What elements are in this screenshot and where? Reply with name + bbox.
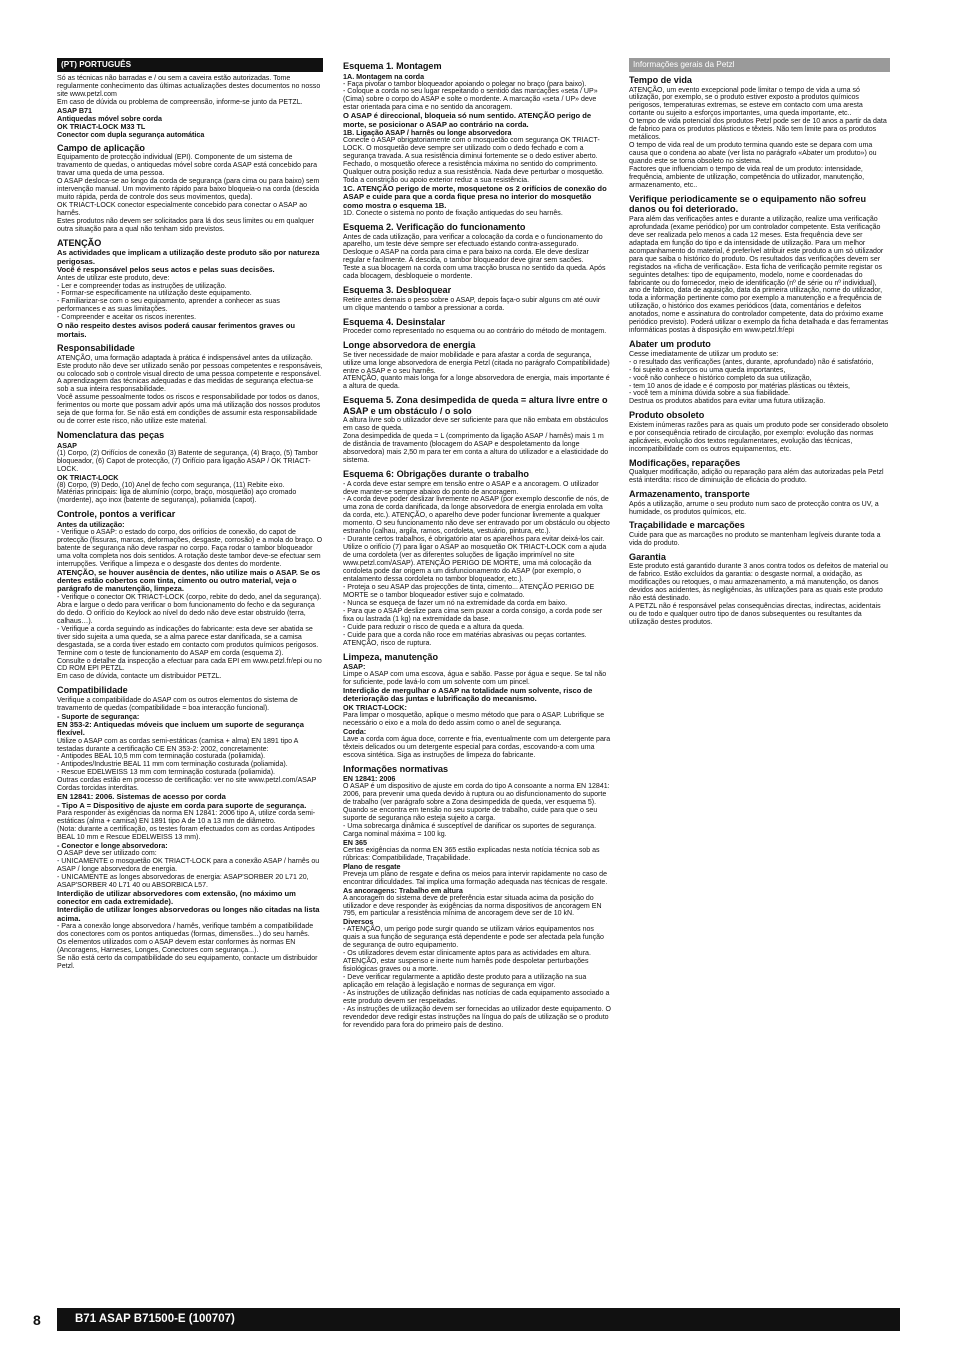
section-heading: Produto obsoleto [629, 410, 705, 421]
paragraph: Matérias principais: liga de alumínio (corpo, braço, mosquetão) aço cromado (mordente), aço inox (batente de segurança), poliamida (capot). [57, 489, 297, 505]
paragraph: Destrua os produtos abatidos para evitar uma futura utilização. [629, 398, 826, 406]
subheading: OK TRIACT-LOCK [57, 472, 119, 482]
section-heading: Verifique periodicamente se o equipamento não sofreu danos ou foi deteriorado. [629, 193, 866, 215]
section-heading: Armazenamento, transporte [629, 489, 750, 500]
paragraph: A PETZL não é responsável pelas consequências directas, indirectas, acidentais ou de todo e qualquer outro tipo de danos subsequentes ou resultantes da utilização destes produtos. [629, 603, 881, 627]
paragraph: - UNICAMENTE o mosquetão OK TRIACT-LOCK para a conexão ASAP / harnês ou ASAP / longe absorvedora de energia. [57, 857, 320, 873]
section [57, 430, 323, 505]
section [629, 458, 890, 485]
section [343, 61, 611, 218]
paragraph: (8) Corpo, (9) Dedo, (10) Anel de fecho com segurança, (11) Rebite eixo. [57, 481, 285, 489]
paragraph: Em caso de dúvida ou problema de compreensão, informe-se junto da PETZL. [57, 98, 303, 106]
subheading: EN 12841: 2006 [343, 774, 396, 784]
section-heading: Modificações, reparações [629, 457, 741, 468]
section-heading: Longe absorvedora de energia [343, 340, 476, 351]
paragraph: Quando se encontra em tensão no seu suporte de trabalho, cuide para que o seu suporte de segurança não esteja sujeito a carga. [343, 806, 598, 822]
paragraph: OK TRIACT-LOCK conector especialmente concebido para conectar o ASAP ao harnês. [57, 202, 308, 217]
paragraph: Cuide para que as marcações no produto se mantenham legíveis durante toda a vida do produto. [629, 531, 881, 547]
paragraph: - Verifique o ASAP: o estado do corpo, dos orifícios de conexão, do capot de protecção (fissuras, marcas, deformações, desgaste, corrosão) e a mola do braço. O batente de segurança não deve raspar no corpo. Faça rodar o tambor bloqueador uma volta completa nos dois sentidos. A rotação deste tambor deve-se efectuar sem interrupções. Verifique a limpeza e o desgaste dos dentes do mordente. [57, 528, 323, 568]
paragraph: Outras cordas estão em processo de certificação: ver no site www.petzl.com/ASAP Cordas torcidas interditas. [57, 777, 317, 793]
warning-text: As actividades que implicam a utilização deste produto são por natureza perigosas. [57, 248, 320, 266]
section-heading: Garantia [629, 551, 666, 562]
paragraph: - Verifique a corda seguindo as indicações do fabricante: esta deve ser abatida se tiver sido sujeita a uma queda, se a alma parece estar danificada, se a camisa desgastada, se a corda tiver estado em contacto com produtos químicos perigosos. [57, 625, 319, 649]
paragraph: - Coloque a corda no seu lugar respeitando o sentido das marcações «seta / UP» (Cima) sobre o corpo do ASAP e solte o mordente. A marcação «seta / UP» deve estar orientada para cima e no sentido da ancoragem. [343, 88, 598, 112]
subheading: Corda: [343, 726, 367, 736]
paragraph: O ASAP é um dispositivo de ajuste em corda do tipo A consoante a norma EN 12841: 2006, para prevenir uma queda devido à ruptura ou ao disfuncionamento do suporte de trabalho (ver parágrafo sobre a Zona desimpedida de queda, ver esquema 5). [343, 783, 610, 806]
paragraph: Os elementos utilizados com o ASAP devem estar conformes às normas EN (Ancoragens, Harneses, Longes, Conectores com segurança...). [57, 939, 296, 955]
section [629, 194, 890, 335]
paragraph: Conecte o ASAP obrigatoriamente com o mosquetão com segurança OK TRIACT-LOCK. O mosquetão deve sempre ser utilizado com o dedo fechado e com a segurança travada. A sua resistência diminui fortemente se o dedo estiver aberto. Fechado, o mosquetão oferece a resistência máxima no sentido do comprimento. Qualquer outra posição reduz a sua resistência. Nada deve perturbar o mosquetão. Toda a constrição ou apoio exterior reduz a sua resistência. [343, 137, 604, 184]
subheading: EN 365 [343, 837, 367, 847]
subheading: - Suporte de segurança: [57, 711, 140, 721]
warning-text: ATENÇÃO, se houver ausência de dentes, não utilize mais o ASAP. Se os dentes estão cobertos com tinta, cimento ou outro material, veja o parágrafo de manutenção, limpeza. [57, 567, 321, 594]
paragraph: Cesse imediatamente de utilizar um produto se: [629, 350, 779, 358]
section-heading: Esquema 5. Zona desimpedida de queda = altura livre entre o ASAP e um obstáculo / o solo [343, 395, 608, 416]
paragraph: - você não conhece o histórico completo da sua utilização, [629, 374, 812, 382]
warning-text: O ASAP é direccional, bloqueia só num sentido. ATENÇÃO perigo de morte, se posicionar o ASAP ao contrário na corda. [343, 111, 592, 129]
paragraph: - tem 10 anos de idade e é composto por matérias plásticas ou têxteis, [629, 382, 850, 390]
subheading: OK TRIACT-LOCK M33 TL [57, 121, 146, 131]
section [57, 685, 323, 971]
paragraph: Para responder às exigências da norma EN 12841: 2006 tipo A, utilize corda semi-estáticas (alma + camisa) EN 1891 tipo A de 10 a 13 mm de diâmetro. [57, 810, 316, 826]
section-heading: Informações normativas [343, 763, 449, 774]
section-heading: Nomenclatura das peças [57, 430, 165, 441]
paragraph: O tempo de vida real de um produto termina quando este se depara com uma causa que o condena ao abate (ver lista no parágrafo «Abater um produto») ou quando este se torna obsoleto no sistema. [629, 142, 877, 166]
paragraph: Só as técnicas não barradas e / ou sem a caveira estão autorizadas. Tome regularmente conhecimento das últimas actualizações destes documentos no nosso site www.petzl.com [57, 75, 321, 98]
paragraph: A ancoragem do sistema deve de preferência estar situada acima da posição do utilizador e deve responder às exigências da norma dispositivos de ancoragem EN 795, em particular a resistência mínima de ancoragem deve ser de 10 kN. [343, 894, 602, 918]
paragraph: Você assume pessoalmente todos os riscos e responsabilidade por todos os danos, ferimentos ou morte que possam advir após uma má utilização dos nossos produtos seja de que forma for. Se não está em condições de assumir esta responsabilidade ou de correr este risco, não utilize este material. [57, 394, 321, 426]
paragraph: - você tem a mínima dúvida sobre a sua fiabilidade. [629, 390, 790, 398]
paragraph: - Deve verificar regularmente a aptidão deste produto para a utilização na sua aplicação em relação à legislação e normas de segurança em vigor. [343, 974, 587, 990]
paragraph: - Cuide para reduzir o risco de queda e a altura da queda. [343, 623, 524, 631]
paragraph: O ASAP desloca-se ao longo da corda de segurança (para cima ou para baixo) sem intervenção manual. Um movimento rápido para baixo bloqueia-o na corda (descida muito rápida, perda de controle dos seus movimentos, queda). [57, 178, 320, 202]
section [343, 764, 611, 1030]
paragraph: - As instruções de utilização definidas nas notícias de cada equipamento associado a este produto devem ser respeitadas. [343, 990, 610, 1005]
paragraph: Retire antes demais o peso sobre o ASAP, depois faça-o subir alguns cm até ouvir um clique mantendo o tambor a pressionar a corda. [343, 296, 601, 312]
section-heading: Campo de aplicação [57, 142, 145, 153]
subheading: Diversos [343, 917, 374, 927]
section-heading: Esquema 1. Montagem [343, 61, 442, 71]
section [343, 395, 611, 465]
section-heading: ATENÇÃO [57, 237, 102, 248]
column-left [57, 58, 323, 1293]
paragraph: - Durante certos trabalhos, é obrigatório atar os aparelhos para evitar deixá-los cair. Utilize o orifício (7) para ligar o ASAP ao mosquetão OK TRIACT-LOCK com a ajuda de uma cordoleta (ver as diferentes soluções de ligação imprimível no site www.petzl.com/ASAP). ATENÇÃO PERIGO DE MORTE, uma má colocação da cordoleta pode dar origem a um disfuncionamento do ASAP (por exemplo, o entalamento dessa cordoleta no tambor bloqueador, etc.). [343, 536, 607, 584]
paragraph: Teste a sua blocagem na corda com uma tracção brusca no sentido da queda. Após cada blocagem, desbloqueie o mordente. [343, 265, 606, 281]
paragraph: A aprendizagem das técnicas adequadas e das medidas de segurança efectua-se sob a sua inteira responsabilidade. [57, 378, 314, 394]
warning-text: - Tipo A = Dispositivo de ajuste em corda para suporte de segurança. [57, 800, 307, 810]
paragraph: - Ler e compreender todas as instruções de utilização. [57, 282, 227, 290]
subheading: ASAP [57, 440, 77, 450]
section-heading: Tempo de vida [629, 75, 692, 85]
section-heading: Limpeza, manutenção [343, 651, 439, 662]
subheading: ASAP: [343, 662, 366, 672]
warning-text: Interdição de utilizar longes absorvedoras ou longes não citadas na lista acima. [57, 905, 320, 923]
paragraph: - Verifique o conector OK TRIACT-LOCK (corpo, rebite do dedo, anel da segurança). Abra e largue o dedo para verificar o bom funcionamento do fecho e da segurança do dedo. O orifício do Keylock ao nível do dedo não deve estar obstruído (terra, calhaus…). [57, 593, 322, 625]
subheading: - Conector e longe absorvedora: [57, 840, 168, 850]
paragraph: - Uma sobrecarga dinâmica é susceptível de danificar os suportes de segurança. [343, 822, 597, 830]
paragraph: Limpe o ASAP com uma escova, água e sabão. Passe por água e seque. Se tal não for suficiente, pode lavá-lo com um solvente com um pincel. [343, 671, 607, 687]
paragraph: Certas exigências da norma EN 365 estão explicadas nesta notícia técnica sob as rúbricas: Compatibilidade, Traçabilidade. [343, 846, 600, 862]
paragraph: - Formar-se especificamente na utilização deste equipamento. [57, 290, 252, 298]
warning-text: Interdição de utilizar absorvedores com extensão, (no máximo um conector em cada extremidade). [57, 888, 296, 907]
paragraph: (1) Corpo, (2) Orifícios de conexão (3) Batente de segurança, (4) Braço, (5) Tambor bloqueador, (6) Capot de protecção, (7) Orifício para ligação ASAP / OK TRIACT-LOCK. [57, 449, 318, 473]
paragraph: (Nota: durante a certificação, os testes foram efectuados com as cordas Antipodes BEAL 10 mm e Rescue EDELWEISS 13 mm). [57, 825, 315, 841]
section [629, 410, 890, 453]
paragraph: Se não está certo da compatibilidade do seu equipamento, contacte um distribuidor Petzl. [57, 955, 318, 971]
paragraph: - Para a conexão longe absorvedora / harnês, verifique também a compatibilidade dos conectores com os pontos antiquedas (formas, dimensões...) do seu harnês. [57, 923, 314, 939]
section [57, 143, 323, 234]
paragraph: Estes produtos não devem ser solicitados para lá dos seus limites ou em qualquer outra situação para a qual não tenham sido previstos. [57, 217, 314, 233]
section [57, 343, 323, 426]
section-heading: Esquema 2. Verificação do funcionamento [343, 222, 526, 233]
paragraph: - As instruções de utilização devem ser fornecidas ao utilizador deste equipamento. O revendedor deve redigir estas instruções na língua do país de utilização se o produto for revendido para fora do primeiro país de destino. [343, 1005, 611, 1029]
paragraph: Preveja um plano de resgate e defina os meios para intervir rapidamente no caso de encontrar dificuldades. Tal implica uma formação adequada nas técnicas de resgate. [343, 870, 608, 886]
paragraph: Qualquer modificação, adição ou reparação para além das autorizadas pela Petzl está interdita: risco de diminuição de eficácia do produto. [629, 469, 884, 485]
section-heading: Traçabilidade e marcações [629, 520, 745, 531]
section [629, 489, 890, 516]
section-heading: Esquema 3. Desbloquear [343, 285, 452, 296]
section [343, 652, 611, 760]
section [629, 520, 890, 547]
paragraph: - A corda deve estar sempre em tensão entre o ASAP e a ancoragem. O utilizador deve manter-se sempre abaixo do ponto de ancoragem. [343, 480, 599, 496]
section [343, 317, 611, 336]
paragraph: Desloque o ASAP na corda para cima e para baixo na corda. Ele deve deslizar regular e facilmente. À descida, o tambor bloqueador deve girar sem sacões. [343, 249, 589, 265]
paragraph: Factores que influenciam o tempo de vida real de um produto: intensidade, frequência, ambiente de utilização, competência do utilizador, manutenção, armazenamento, etc.. [629, 166, 865, 189]
subheading: 1B. Ligação ASAP / harnês ou longe absorvedora [343, 128, 512, 138]
paragraph: Em caso de dúvida, contacte um distribuidor PETZL. [57, 673, 222, 681]
paragraph: - Os utilizadores devem estar clinicamente aptos para as actividades em altura. ATENÇÃO, estar suspenso e inerte num harnês pode despoletar perturbações fisiológicas graves ou a morte. [343, 950, 591, 974]
paragraph: ATENÇÃO, um evento excepcional pode limitar o tempo de vida a uma só utilização, por exemplo, se o produto estiver exposto a produtos químicos perigosos, temperaturas extremas, se esteve em contacto com uma aresta cortante ou sujeito a esforços importantes, uma queda importante, etc.. [629, 86, 863, 118]
section [629, 75, 890, 190]
page-number: 8 [33, 1312, 41, 1328]
paragraph: - Proteja o seu ASAP das projecções de tinta, cimento... ATENÇÃO PERIGO DE MORTE se o tambor bloqueador estiver sujo e colmatado. [343, 583, 595, 599]
paragraph: - Compreender e aceitar os riscos inerentes. [57, 314, 197, 322]
paragraph: - Nunca se esqueça de fazer um nó na extremidade da corda em baixo. [343, 599, 568, 607]
warning-text: EN 353-2: Antiquedas móveis que incluem um suporte de segurança flexível. [57, 719, 305, 738]
paragraph: - Faça pivotar o tambor bloqueador apoiando o polegar no braço (para baixo). [343, 80, 587, 88]
paragraph: - UNICAMENTE as longes absorvedoras de energia: ASAP'SORBER 20 L71 20, ASAP'SORBER 40 L71 40 ou ABSORBICA L57. [57, 873, 309, 889]
warning-text: O não respeito destes avisos poderá causar ferimentos graves ou mortais. [57, 321, 296, 339]
section-heading: Abater um produto [629, 339, 711, 350]
subheading: Antiquedas móvel sobre corda [57, 113, 163, 123]
paragraph: Antes de cada utilização, para verificar a colocação da corda e o funcionamento do aparelho, um teste deve sempre ser efectuado estando contra-assegurado. [343, 233, 603, 249]
paragraph: Consulte o detalhe da inspecção a efectuar para cada EPI em www.petzl.fr/epi ou no CD ROM EPI PETZL. [57, 657, 322, 673]
paragraph: Este produto não deve ser utilizado senão por pessoas competentes e responsáveis, ou colocado sob o controle visual directo de uma pessoa competente e responsável. [57, 362, 323, 378]
paragraph: - Rescue EDELWEISS 13 mm com terminação costurada (poliamida). [57, 769, 276, 777]
warning-text: Você é responsável pelos seus actos e pelas suas decisões. [57, 265, 275, 275]
paragraph: Verifique a compatibilidade do ASAP com os outros elementos do sistema de travamento de quedas (compatibilidade = boa interacção funcional). [57, 696, 298, 712]
paragraph: - Antipodes/Industrie BEAL 11 mm com terminação costurada (poliamida). [57, 761, 288, 769]
footer-bar [57, 1308, 900, 1331]
footer-title: B71 ASAP B71500-E (100707) [75, 1313, 235, 1325]
paragraph: Lave a corda com água doce, corrente e fria, eventualmente com um detergente para têxteis delicados ou um detergente especial para cordas, escovando-a com uma escova sintética. Siga as instruções de limpeza do fabricante. [343, 735, 611, 759]
section-heading: Esquema 4. Desinstalar [343, 316, 446, 327]
section [57, 509, 323, 681]
section-banner: Informações gerais da Petzl [629, 58, 890, 72]
column-right [629, 58, 890, 758]
paragraph: - Antipodes BEAL 10,5 mm com terminação costurada (poliamida). [57, 753, 266, 761]
paragraph: Zona desimpedida de queda = L (comprimento da ligação ASAP / harnês) mais 1 m de distância de travamento (blocagem do ASAP e despoletamento da longe absorvedora) mais 2,50 m para ter em conta a altura do utilizador e a elasticidade do sistema. [343, 433, 609, 465]
warning-text: 1C. ATENÇÃO perigo de morte, mosquetone os 2 orifícios de conexão do ASAP e cuide para que a corda fique presa no interior do mosquetão como mostra o esquema 1B. [343, 183, 607, 210]
column-middle [343, 58, 611, 1293]
paragraph: Equipamento de protecção individual (EPI). Componente de um sistema de travamento de quedas, o antiquedas móvel sobre corda ASAP está concebido para travar uma queda de uma pessoa. [57, 154, 317, 178]
subheading: 1A. Montagem na corda [343, 71, 425, 81]
section [57, 238, 323, 339]
paragraph: - Para que o ASAP deslize para cima sem puxar a corda consigo, a corda pode ser fixa ou lastrada (1 kg) na extremidade da base. [343, 607, 603, 623]
paragraph: - ATENÇÃO, um perigo pode surgir quando se utilizam vários equipamentos nos quais a sua função de segurança está dependente e pode ser afectada pela função de segurança de outro equipamento. [343, 926, 604, 950]
paragraph: ATENÇÃO, uma formação adaptada à prática é indispensável antes da utilização. [57, 354, 313, 362]
section [629, 339, 890, 406]
section-banner: (PT) PORTUGUÊS [57, 58, 323, 72]
paragraph: Para limpar o mosquetão, aplique o mesmo método que para o ASAP. Lubrifique se necessário o eixo e a mola do dedo assim como o anel de segurança. [343, 711, 605, 727]
paragraph: A altura livre sob o utilizador deve ser suficiente para que não embata em obstáculos em caso de queda. [343, 417, 609, 433]
subheading: As ancoragens: Trabalho em altura [343, 885, 463, 895]
paragraph: Carga nominal máxima = 100 kg. [343, 830, 447, 838]
paragraph: - o resultado das verificações (antes, durante, aprofundado) não é satisfatório, [629, 358, 874, 366]
paragraph: - foi sujeito a esforços ou uma queda importantes, [629, 366, 786, 374]
section-heading: Compatibilidade [57, 685, 128, 696]
paragraph: - Familiarizar-se com o seu equipamento, aprender a conhecer as suas performances e as suas limitações. [57, 298, 280, 314]
paragraph: Termine com o teste de funcionamento do ASAP em corda (esquema 2). [57, 649, 284, 657]
paragraph: - Cuide para que a corda não roce em matérias abrasivas ou peças cortantes. ATENÇÃO, risco de ruptura. [343, 631, 587, 647]
subheading: Antes da utilização: [57, 519, 125, 529]
paragraph: Proceder como representado no esquema ou ao contrário do método de montagem. [343, 328, 607, 336]
section-heading: Responsabilidade [57, 343, 135, 354]
subheading: ASAP B71 [57, 105, 93, 115]
paragraph: Para além das verificações antes e durante a utilização, realize uma verificação aprofundada (exame periódico) por um controlador competente. Esta verificação deve ser realizada pelo menos a cada 12 meses. Esta frequência deve ser adaptada em função do tipo e da intensidade de utilização. Para um melhor acompanhamento do material, é preferível atribuir este produto a um só utilizador para que saiba o histórico do produto. Os resultados das verificações devem ser registados na «ficha de verificação». Esta ficha de verificação permite registar os seguintes detalhes: tipo de equipamento, modelo, nome e coordenadas do fabricante ou do fornecedor, meio de identificação (nº de série ou nº individual), ano de fabrico, data de aquisição, data da primeira utilização, nome do utilizador, toda a informação pertinente como por exemplo a manutenção e a frequência de utilização, o histórico dos exames periódicos (data, comentários e defeitos anotados, nome e assinatura do controlador competente, data do próximo exame periódico previsto). Poderá utilizar o exemplo da ficha detalhada e das ferramentas informáticas postas à disposição em www.petzl.fr/epi [629, 215, 889, 335]
subheading: Conector com dupla segurança automática [57, 129, 205, 139]
section [343, 340, 611, 391]
paragraph: Este produto está garantido durante 3 anos contra todos os defeitos de material ou de fabrico. Estão excluídos da garantia: o desgaste normal, a oxidação, as modificações ou retoques, o mau armazenamento, a má manutenção, os danos devidos aos acidentes, às negligências, às utilizações para as quais este produto não está destinado. [629, 563, 888, 603]
section [343, 222, 611, 281]
paragraph: Existem inúmeras razões para as quais um produto pode ser considerado obsoleto e por consequência retirado de circulação, por exemplo: evolução das normas aplicáveis, evolução dos textos regulamentares, evolução das técnicas, incompatibilidade com os outros equipamentos, etc. [629, 421, 889, 453]
warning-text: EN 12841: 2006. Sistemas de acesso por corda [57, 792, 226, 802]
subheading: Plano de resgate [343, 861, 401, 871]
paragraph: ATENÇÃO, quanto mais longa for a longe absorvedora de energia, mais importante é a altura de queda. [343, 375, 610, 391]
section [57, 75, 323, 139]
paragraph: Antes de utilizar este produto, deve: [57, 274, 170, 282]
paragraph: - A corda deve poder deslizar livremente no ASAP (por exemplo desconfie de nós, de uma zona de corda danificada, da longe absorvedora de energia enrolada em volta da corda, etc.). ATENÇÃO, o aparelho deve poder funcionar livremente a qualquer momento. O seu funcionamento não deve ser entravado por um obstáculo ou objecto estranho (calhau, argila, ramos, cordoleta, vestuário, pintura, etc.). [343, 496, 610, 536]
paragraph: O ASAP deve ser utilizado com: [57, 849, 157, 857]
section-heading: Esquema 6: Obrigações durante o trabalho [343, 469, 529, 480]
section [343, 469, 611, 648]
warning-text: Interdição de mergulhar o ASAP na totalidade num solvente, risco de deterioração das juntas e lubrificação do mecanismo. [343, 686, 593, 704]
paragraph: Se tiver necessidade de maior mobilidade e para afastar a corda de segurança, utilize uma longe absorvedora de energia Petzl (citada no parágrafo Compatibilidade) entre o ASAP e o seu harnês. [343, 351, 610, 375]
section [629, 552, 890, 627]
paragraph: Após a utilização, arrume o seu produto num saco de protecção contra os UV, a humidade, os produtos químicos, etc. [629, 500, 879, 516]
section [343, 285, 611, 312]
subheading: OK TRIACT-LOCK: [343, 702, 407, 712]
section-heading: Controle, pontos a verificar [57, 509, 176, 520]
paragraph: Utilize o ASAP com as cordas semi-estáticas (camisa + alma) EN 1891 tipo A testadas durante a certificação CE EN 353-2: 2002, concretamente: [57, 737, 298, 753]
paragraph: 1D. Conecte o sistema no ponto de fixação antiquedas do seu harnês. [343, 210, 563, 218]
paragraph: O tempo de vida potencial dos produtos Petzl pode ser de 10 anos a partir da data de fabrico para os produtos plásticos e têxteis. Não tem limite para os produtos metálicos. [629, 118, 887, 142]
